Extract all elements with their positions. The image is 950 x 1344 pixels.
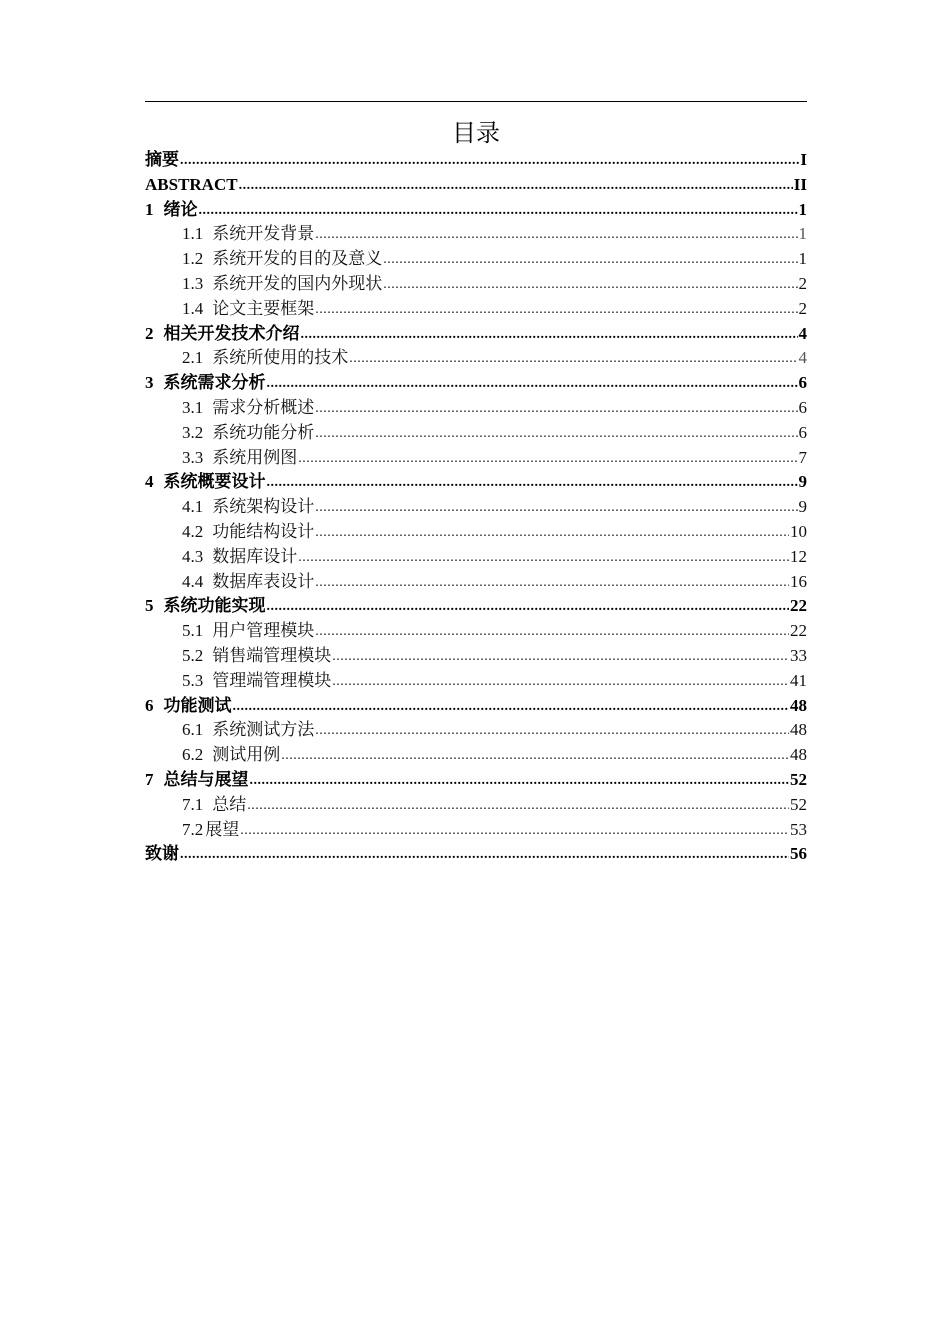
toc-entry-page-number: 10 — [790, 521, 807, 541]
toc-entry-title: 系统概要设计 — [163, 472, 266, 492]
toc-entry[interactable] — [145, 421, 807, 446]
toc-entry-number: 5.1 — [182, 621, 204, 641]
dot-leader — [383, 273, 797, 298]
toc-entry-title: 系统开发的国内外现状 — [212, 273, 383, 293]
dot-leader — [247, 794, 789, 819]
toc-entry-number: 3.2 — [182, 422, 204, 442]
dot-leader — [315, 496, 797, 521]
toc-entry-number: 7 — [145, 769, 154, 789]
toc-entry[interactable] — [145, 371, 807, 396]
toc-entry-number: 2.1 — [182, 348, 204, 368]
toc-entry-title: 需求分析概述 — [212, 397, 315, 417]
dot-leader — [315, 620, 789, 645]
dot-leader — [250, 769, 790, 794]
toc-entry-number: 1.4 — [182, 298, 204, 318]
toc-entry-page-number: 4 — [798, 348, 807, 368]
toc-entry-title: 系统功能实现 — [163, 596, 266, 616]
toc-entry-page-number: 1 — [798, 224, 807, 244]
toc-entry[interactable] — [145, 470, 807, 495]
toc-entry-page-number: 12 — [790, 546, 807, 566]
document-page — [145, 0, 807, 1344]
toc-entry-title: 数据库表设计 — [212, 571, 315, 591]
toc-entry-page-number: 1 — [798, 249, 807, 269]
toc-entry-title: 系统测试方法 — [212, 720, 315, 740]
toc-entry-page-number: 9 — [798, 472, 807, 492]
toc-entry[interactable] — [145, 222, 807, 247]
toc-entry-title: 系统所使用的技术 — [212, 348, 349, 368]
toc-entry-number: 3.1 — [182, 397, 204, 417]
toc-entry[interactable] — [145, 322, 807, 347]
toc-entry-title: 管理端管理模块 — [212, 670, 332, 690]
toc-entry-title: 致谢 — [145, 844, 179, 864]
toc-entry[interactable] — [145, 545, 807, 570]
toc-entry-title: 系统需求分析 — [163, 373, 266, 393]
toc-entry-title: 系统开发背景 — [212, 224, 315, 244]
toc-entry-title: 系统架构设计 — [212, 497, 315, 517]
toc-entry-page-number: 6 — [798, 397, 807, 417]
dot-leader — [267, 372, 798, 397]
dot-leader — [315, 719, 789, 744]
toc-entry-number: 4.1 — [182, 497, 204, 517]
dot-leader — [315, 397, 797, 422]
dot-leader — [267, 595, 790, 620]
toc-entry-page-number: 41 — [790, 670, 807, 690]
toc-entry-number: 4.4 — [182, 571, 204, 591]
toc-entry-page-number: 6 — [798, 373, 807, 393]
toc-entry-title: 展望 — [205, 819, 240, 839]
toc-entry-title: 系统开发的目的及意义 — [212, 249, 383, 269]
toc-entry-title: 销售端管理模块 — [212, 645, 332, 665]
toc-entry[interactable] — [145, 272, 807, 297]
toc-entry-page-number: 1 — [798, 199, 807, 219]
toc-entry-number: 3.3 — [182, 447, 204, 467]
dot-leader — [383, 248, 797, 273]
toc-entry[interactable] — [145, 173, 807, 198]
toc-entry[interactable] — [145, 396, 807, 421]
toc-title: 目录 — [452, 119, 500, 147]
toc-entry-title: 总结 — [212, 794, 247, 814]
toc-entry[interactable] — [145, 818, 807, 843]
dot-leader — [315, 521, 789, 546]
toc-entry-title: 论文主要框架 — [212, 298, 315, 318]
toc-entry-page-number: 7 — [798, 447, 807, 467]
toc-entry-page-number: 48 — [790, 745, 807, 765]
toc-entry-page-number: 52 — [790, 769, 807, 789]
dot-leader — [267, 471, 798, 496]
toc-entry-number: 6.1 — [182, 720, 204, 740]
toc-entry-page-number: 9 — [798, 497, 807, 517]
toc-entry[interactable] — [145, 743, 807, 768]
toc-entry-page-number: II — [793, 174, 807, 194]
toc-entry[interactable] — [145, 446, 807, 471]
toc-entry-title: 系统用例图 — [212, 447, 298, 467]
toc-entry-title: 摘要 — [145, 150, 179, 169]
dot-leader — [240, 819, 789, 844]
toc-entry-number: 1.2 — [182, 249, 204, 269]
toc-entry-page-number: 4 — [798, 323, 807, 343]
toc-entry-page-number: 48 — [790, 720, 807, 740]
toc-entry[interactable] — [145, 768, 807, 793]
toc-entry-number: 7.2 — [182, 819, 204, 839]
toc-entry-title: 相关开发技术介绍 — [163, 323, 300, 343]
dot-leader — [315, 223, 797, 248]
toc-entry-number: 4.3 — [182, 546, 204, 566]
toc-entry-page-number: 53 — [790, 819, 807, 839]
dot-leader — [199, 199, 798, 224]
toc-entry-number: 5 — [145, 596, 154, 616]
dot-leader — [315, 298, 797, 323]
toc-entry-number: 4 — [145, 472, 154, 492]
toc-entry[interactable] — [145, 718, 807, 743]
toc-entry-number: 7.1 — [182, 794, 204, 814]
toc-entry-page-number: 6 — [798, 422, 807, 442]
toc-entry-page-number: 52 — [790, 794, 807, 814]
table-of-contents — [145, 148, 807, 867]
toc-entry-number: 3 — [145, 373, 154, 393]
dot-leader — [315, 422, 797, 447]
dot-leader — [180, 149, 799, 174]
toc-entry-title: 数据库设计 — [212, 546, 298, 566]
toc-entry[interactable] — [145, 842, 807, 867]
toc-entry[interactable] — [145, 594, 807, 619]
toc-entry-page-number: 16 — [790, 571, 807, 591]
toc-entry[interactable] — [145, 495, 807, 520]
toc-entry[interactable] — [145, 793, 807, 818]
dot-leader — [298, 447, 797, 472]
toc-entry-title: 功能测试 — [163, 695, 232, 715]
dot-leader — [301, 323, 798, 348]
toc-entry-page-number: 33 — [790, 645, 807, 665]
dot-leader — [332, 645, 789, 670]
dot-leader — [281, 744, 789, 769]
dot-leader — [332, 670, 789, 695]
toc-entry-title: 用户管理模块 — [212, 621, 315, 641]
toc-entry-number: 4.2 — [182, 521, 204, 541]
toc-entry-page-number: 22 — [790, 621, 807, 641]
toc-entry-page-number: 2 — [798, 273, 807, 293]
toc-entry-title: 绪论 — [163, 199, 198, 219]
dot-leader — [298, 546, 789, 571]
toc-entry-number: 5.3 — [182, 670, 204, 690]
toc-entry[interactable] — [145, 297, 807, 322]
toc-entry-page-number: 2 — [798, 298, 807, 318]
toc-entry-number: 1.1 — [182, 224, 204, 244]
dot-leader — [233, 695, 790, 720]
toc-entry[interactable] — [145, 644, 807, 669]
toc-entry[interactable] — [145, 247, 807, 272]
header-rule — [145, 101, 807, 102]
dot-leader — [180, 843, 789, 868]
dot-leader — [239, 174, 793, 199]
toc-entry[interactable] — [145, 570, 807, 595]
toc-entry-number: 2 — [145, 323, 154, 343]
toc-entry-title: 功能结构设计 — [212, 521, 315, 541]
toc-entry[interactable] — [145, 198, 807, 223]
toc-entry-number: 6 — [145, 695, 154, 715]
dot-leader — [315, 571, 789, 596]
toc-entry[interactable] — [145, 669, 807, 694]
toc-entry-page-number: 56 — [790, 844, 807, 864]
toc-entry-page-number: I — [800, 150, 807, 169]
toc-entry-number: 5.2 — [182, 645, 204, 665]
toc-entry-page-number: 22 — [790, 596, 807, 616]
toc-entry-number: 1.3 — [182, 273, 204, 293]
toc-entry[interactable] — [145, 619, 807, 644]
toc-entry[interactable] — [145, 148, 807, 173]
toc-entry-page-number: 48 — [790, 695, 807, 715]
toc-entry-title: 测试用例 — [212, 745, 281, 765]
toc-entry-title: ABSTRACT — [145, 174, 238, 194]
toc-entry[interactable] — [145, 694, 807, 719]
dot-leader — [349, 347, 797, 372]
toc-entry-title: 系统功能分析 — [212, 422, 315, 442]
toc-entry-title: 总结与展望 — [163, 769, 249, 789]
toc-entry[interactable] — [145, 346, 807, 371]
toc-entry-number: 6.2 — [182, 745, 204, 765]
toc-entry[interactable] — [145, 520, 807, 545]
toc-entry-number: 1 — [145, 199, 154, 219]
